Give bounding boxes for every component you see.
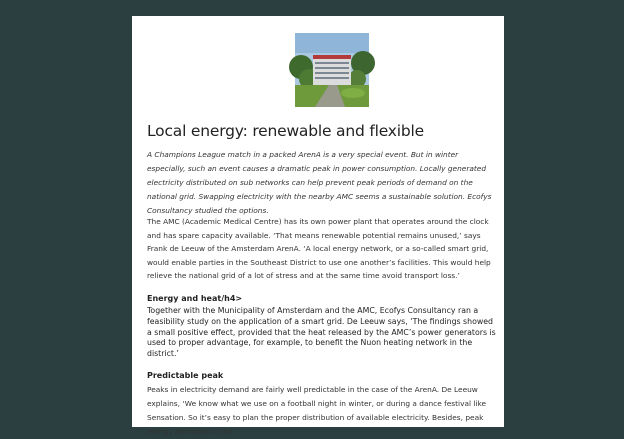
article-paragraph: Together with the Municipality of Amsterdam and the AMC, Ecofys Consultancy ran a feasibility study on the application of a smart grid. De Leeuw says, ‘The findings showed a small positive effect, provided that the heat released by the AMC’s power generators is used to proper advantage, for example, to benefit the Nuon heating network in the district.’ bbox=[147, 306, 496, 359]
article-card bbox=[132, 16, 504, 436]
article-lead: A Champions League match in a packed ArenA is a very special event. But in winter especially, such an event causes a dramatic peak in power consumption. Locally generated electricity distributed on sub networks can help prevent peak periods of demand on the national grid. Swapping electricity with the nearby AMC seems a sustainable solution. Ecofys Consultancy studied the options. bbox=[147, 150, 492, 215]
article-title: Local energy: renewable and flexible bbox=[147, 122, 424, 140]
article-paragraph: Peaks in electricity demand are fairly well predictable in the case of the ArenA. De Leeuw explains, ‘We know what we use on a football night in winter, or during a dance festival like Sensation. So it’s easy to plan the proper distribution of available electricity. Besides, peak energy demands in the bbox=[147, 385, 487, 436]
article-paragraph: The AMC (Academic Medical Centre) has its own power plant that operates around the clock and has spare capacity available. ‘That means renewable potential remains unused,’ says Frank de Leeuw of the Amsterdam ArenA. ‘A local energy network, or a so-called smart grid, would enable parties in the Southeast District to use one another’s facilities. This would help relieve the national grid of a lot of stress and at the same time avoid transport loss.’ bbox=[147, 217, 491, 280]
section-heading: Predictable peak bbox=[147, 371, 224, 380]
building-photo bbox=[295, 33, 369, 107]
section-heading: Energy and heat/h4> bbox=[147, 294, 243, 303]
